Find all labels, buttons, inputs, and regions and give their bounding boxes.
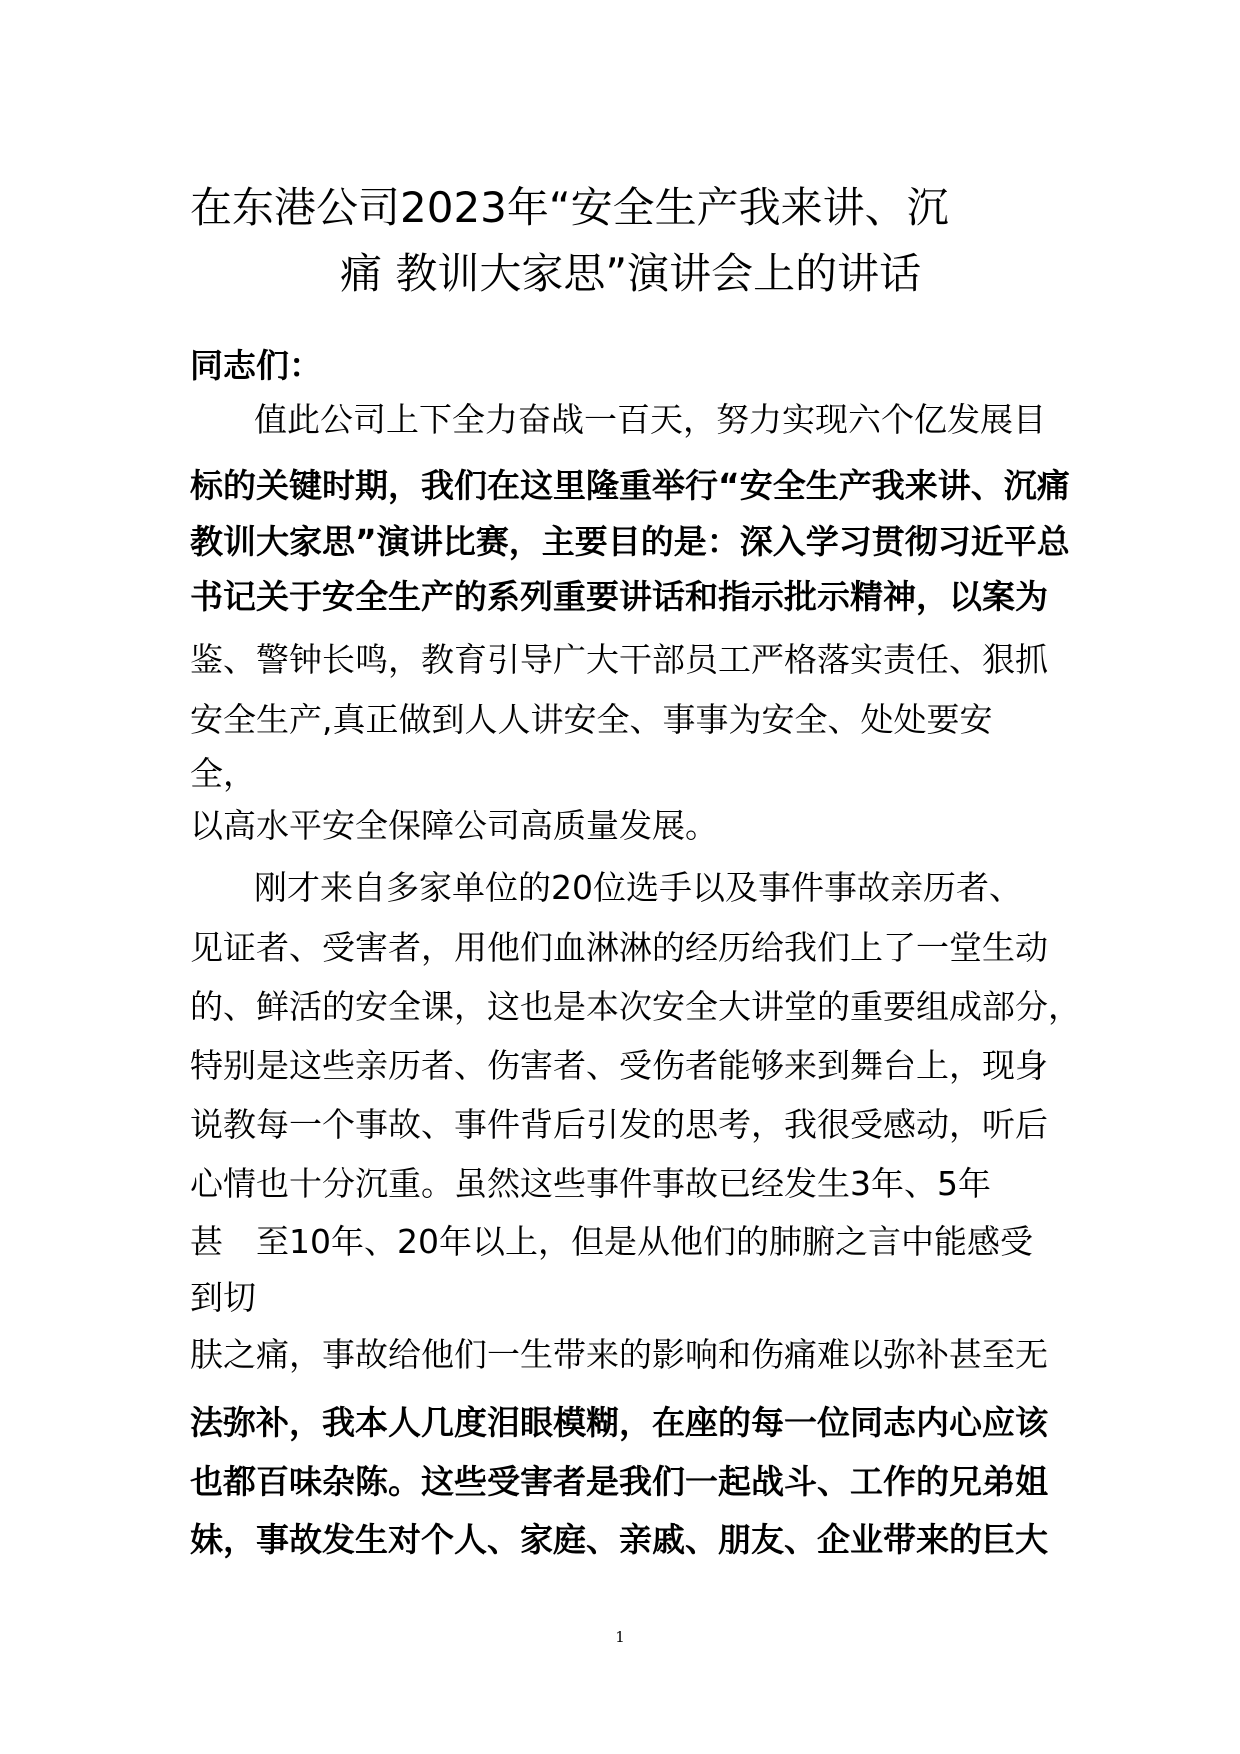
body-line: 也都百味杂陈。这些受害者是我们一起战斗、工作的兄弟姐 xyxy=(190,1462,1048,1501)
body-line: 特别是这些亲历者、伤害者、受伤者能够来到舞台上，现身 xyxy=(190,1046,1048,1085)
body-line: 的、鲜活的安全课，这也是本次安全大讲堂的重要组成部分， xyxy=(190,987,1081,1026)
body-line: 安全生产,真正做到人人讲安全、事事为安全、处处要安 xyxy=(190,700,993,739)
salutation: 同志们： xyxy=(190,346,322,385)
body-line: 见证者、受害者，用他们血淋淋的经历给我们上了一堂生动 xyxy=(190,928,1048,967)
body-line: 书记关于安全生产的系列重要讲话和指示批示精神，以案为 xyxy=(190,577,1048,616)
body-line: 心情也十分沉重。虽然这些事件事故已经发生3年、5年 xyxy=(190,1164,991,1203)
body-line: 肤之痛，事故给他们一生带来的影响和伤痛难以弥补甚至无 xyxy=(190,1335,1048,1374)
body-line: 鉴、警钟长鸣，教育引导广大干部员工严格落实责任、狠抓 xyxy=(190,640,1048,679)
page-number: 1 xyxy=(615,1628,625,1646)
body-line: 全， xyxy=(190,754,256,793)
body-line: 以高水平安全保障公司高质量发展。 xyxy=(190,806,718,845)
body-line: 妹，事故发生对个人、家庭、亲戚、朋友、企业带来的巨大 xyxy=(190,1520,1048,1559)
body-line: 教训大家思”演讲比赛，主要目的是：深入学习贯彻习近平总 xyxy=(190,522,1070,561)
body-line: 刚才来自多家单位的20位选手以及事件事故亲历者、 xyxy=(254,868,1022,907)
body-line: 说教每一个事故、事件背后引发的思考，我很受感动，听后 xyxy=(190,1105,1048,1144)
body-line: 到切 xyxy=(190,1278,256,1317)
body-line: 标的关键时期，我们在这里隆重举行“安全生产我来讲、沉痛 xyxy=(190,466,1070,505)
document-title-line-2: 痛 教训大家思”演讲会上的讲话 xyxy=(340,249,922,298)
body-line: 值此公司上下全力奋战一百天，努力实现六个亿发展目 xyxy=(254,400,1046,439)
body-line: 法弥补，我本人几度泪眼模糊，在座的每一位同志内心应该 xyxy=(190,1403,1048,1442)
body-line: 甚 至10年、20年以上，但是从他们的肺腑之言中能感受 xyxy=(190,1222,1033,1261)
document-title-line-1: 在东港公司2023年“安全生产我来讲、沉 xyxy=(190,183,949,232)
